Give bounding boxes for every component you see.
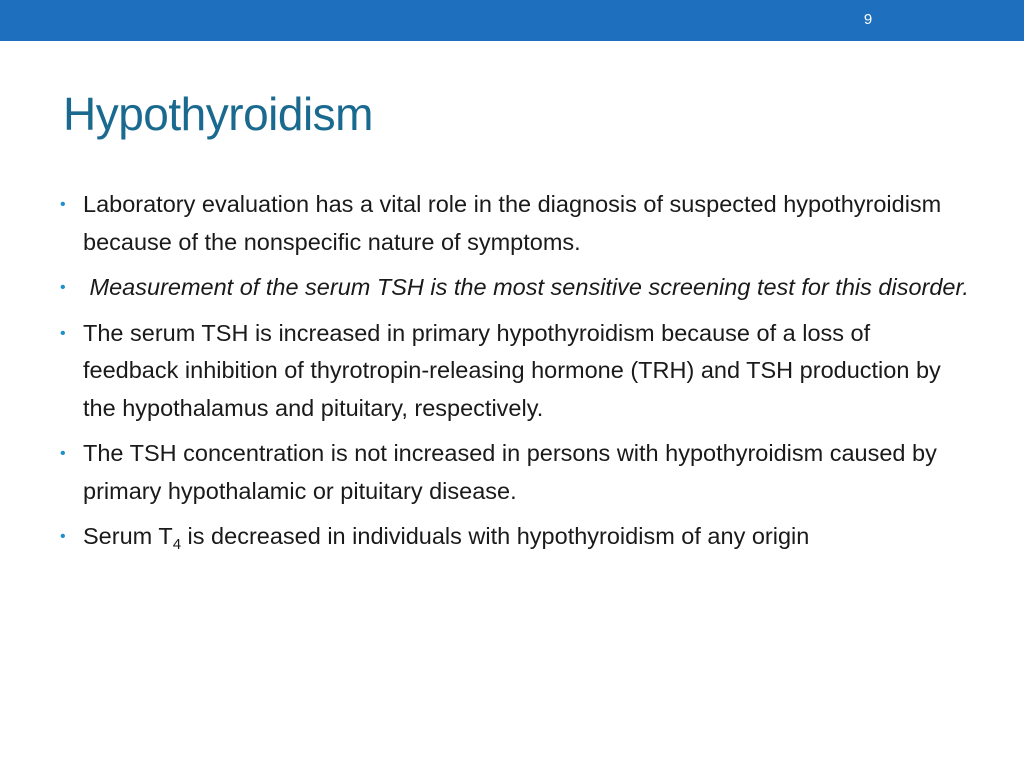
- bullet-text: The TSH concentration is not increased in persons with hypothyroidism caused by primary hypothalamic or pituitary disease.: [83, 440, 937, 504]
- subscript-four: 4: [172, 536, 182, 553]
- bullet-icon: •: [60, 279, 66, 296]
- bullet-icon: •: [60, 445, 66, 462]
- bullet-text: The serum TSH is increased in primary hypothyroidism because of a loss of feedback inhibition of thyrotropin-releasing hormone (TRH) and TSH production by the hypothalamus and pituitary, respectively.: [83, 319, 941, 421]
- bullet-text: Measurement of the serum TSH is the most sensitive screening test for this disorder.: [83, 274, 969, 300]
- bullet-icon: •: [60, 324, 66, 342]
- bullet-list: [60, 186, 970, 564]
- bullet-text-start: Serum T: [83, 523, 173, 549]
- bullet-icon: •: [60, 196, 66, 213]
- bullet-text: [83, 523, 810, 553]
- header-bar: [0, 0, 1024, 41]
- bullet-item: [60, 269, 970, 307]
- bullet-text: Laboratory evaluation has a vital role in the diagnosis of suspected hypothyroidism because of the nonspecific nature of symptoms.: [83, 191, 942, 255]
- bullet-item: [60, 435, 970, 510]
- slide-title: Hypothyroidism: [63, 88, 373, 140]
- bullet-item: [60, 518, 970, 556]
- bullet-text-end: is decreased in individuals with hypothyroidism of any origin: [181, 523, 810, 549]
- slide-number: 9: [863, 11, 873, 28]
- bullet-item: [60, 315, 970, 428]
- bullet-icon: •: [60, 528, 66, 545]
- bullet-item: [60, 186, 970, 261]
